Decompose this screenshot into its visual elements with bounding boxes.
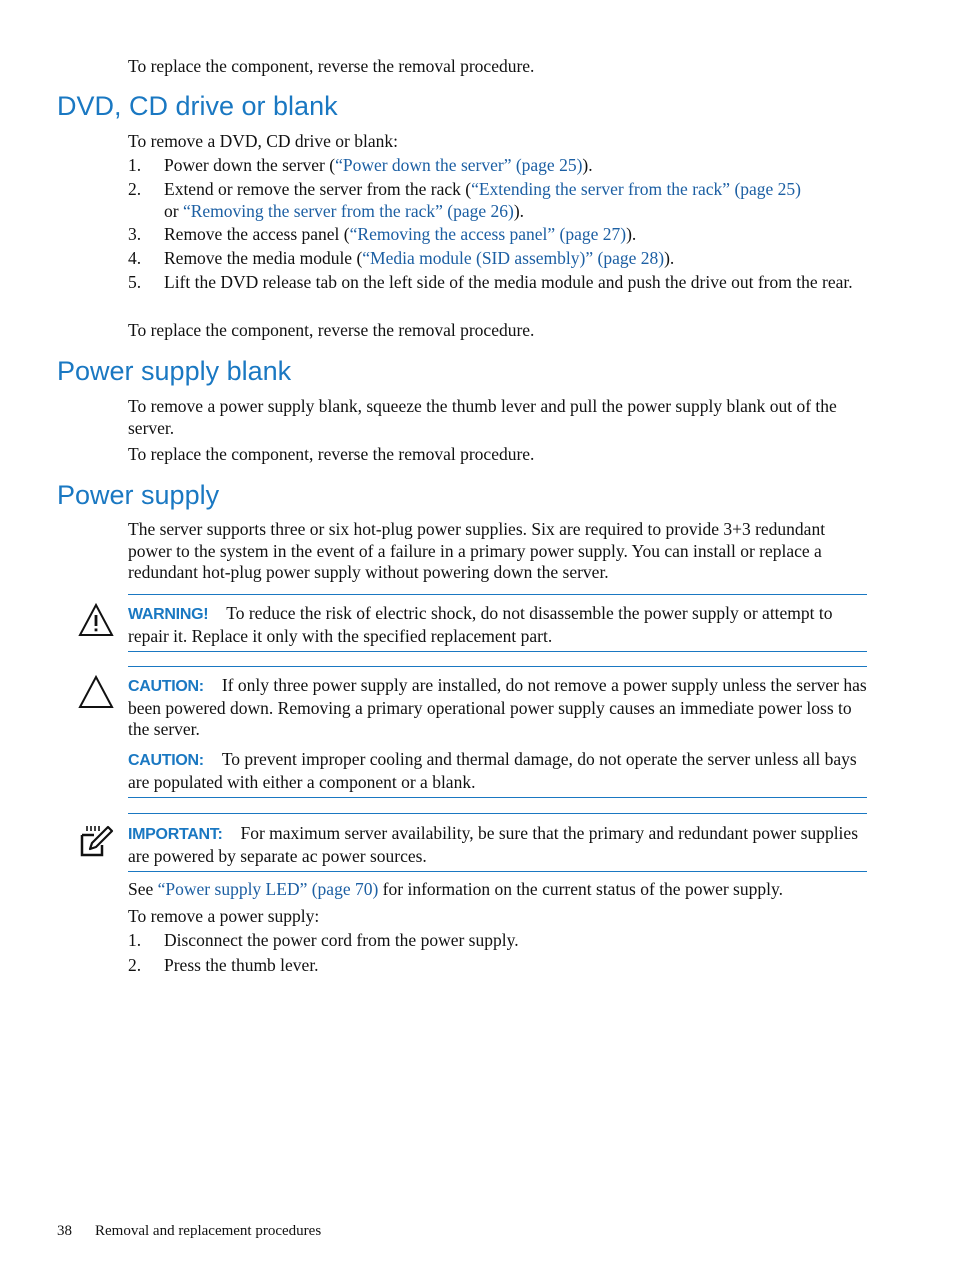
heading-power-supply-blank: Power supply blank (57, 356, 292, 386)
dvd-step-5: Lift the DVD release tab on the left side of the media module and push the drive out from the rear. (164, 272, 853, 292)
step-text: Remove the access panel ( (164, 224, 350, 244)
dvd-replace: To replace the component, reverse the removal procedure. (128, 320, 535, 340)
step-text: ). (664, 248, 675, 268)
link-power-supply-led[interactable]: “Power supply LED” (page 70) (157, 879, 379, 899)
caution-triangle-icon (78, 674, 114, 710)
dvd-step-3 (164, 224, 870, 246)
heading-power-supply: Power supply (57, 480, 220, 510)
step-number: 3. (128, 224, 142, 244)
ps-step-2: Press the thumb lever. (164, 955, 319, 975)
caution-note-1 (128, 675, 870, 741)
step-text: ). (626, 224, 637, 244)
ps-intro: The server supports three or six hot-plug power supplies. Six are required to provide 3+3 redundant power to the system in the event of a failure in a primary power supply. You can install or replace a redundant hot-plug power supply without powering down the server. (128, 519, 826, 582)
link-power-down[interactable]: “Power down the server” (page 25) (335, 155, 583, 175)
step-text: or (164, 200, 183, 221)
step-text: ). (513, 200, 525, 221)
psblank-text: To remove a power supply blank, squeeze the thumb lever and pull the power supply blank out of the server. (128, 396, 837, 438)
important-label: IMPORTANT: (128, 826, 223, 843)
divider (128, 813, 867, 814)
ps-remove-intro: To remove a power supply: (128, 906, 320, 926)
link-access-panel[interactable]: “Removing the access panel” (page 27) (349, 224, 627, 244)
step-text: Extend or remove the server from the rack ( (164, 179, 472, 199)
step-number: 2. (128, 179, 142, 199)
dvd-step-1 (164, 155, 870, 177)
intro-line: To replace the component, reverse the removal procedure. (128, 56, 535, 76)
see-text: for information on the current status of the power supply. (378, 879, 783, 899)
dvd-step-4 (164, 248, 870, 270)
dvd-step-2 (164, 179, 870, 222)
see-line (128, 879, 870, 901)
divider (128, 871, 867, 872)
step-number: 1. (128, 930, 142, 950)
step-number: 2. (128, 955, 142, 975)
link-removing-server[interactable]: “Removing the server from the rack” (page 26) (182, 200, 514, 221)
page-number: 38 (57, 1223, 72, 1239)
warning-label: WARNING! (128, 606, 209, 623)
important-text: For maximum server availability, be sure that the primary and redundant power supplies are powered by separate ac power sources. (128, 823, 859, 866)
link-extending-server[interactable]: “Extending the server from the rack” (page 25) (471, 179, 802, 199)
step-number: 1. (128, 155, 142, 175)
important-pencil-icon (78, 823, 114, 859)
caution-text: If only three power supply are installed, do not remove a power supply unless the server has been powered down. Removing a primary operational power supply causes an immediate power loss to the server. (128, 675, 867, 739)
step-number: 5. (128, 272, 142, 292)
divider (128, 594, 867, 595)
see-text: See (128, 879, 158, 899)
caution-label: CAUTION: (128, 678, 204, 695)
heading-dvd: DVD, CD drive or blank (57, 91, 338, 121)
important-note (128, 823, 870, 867)
warning-triangle-icon (78, 602, 114, 638)
warning-note (128, 603, 870, 647)
caution-label: CAUTION: (128, 752, 204, 769)
warning-text: To reduce the risk of electric shock, do not disassemble the power supply or attempt to repair it. Replace it only with the specified replacement part. (128, 603, 833, 646)
step-text: Remove the media module ( (164, 248, 363, 268)
dvd-intro: To remove a DVD, CD drive or blank: (128, 131, 398, 151)
ps-step-1: Disconnect the power cord from the power supply. (164, 930, 519, 950)
step-text: ). (582, 155, 593, 175)
psblank-replace: To replace the component, reverse the removal procedure. (128, 444, 535, 464)
caution-note-2 (128, 749, 870, 793)
footer-title: Removal and replacement procedures (95, 1223, 322, 1239)
divider (128, 651, 867, 652)
step-number: 4. (128, 248, 142, 268)
divider (128, 666, 867, 667)
divider (128, 797, 867, 798)
caution-text: To prevent improper cooling and thermal damage, do not operate the server unless all bays are populated with either a component or a blank. (128, 749, 857, 792)
step-text: Power down the server ( (164, 155, 336, 175)
link-media-module[interactable]: “Media module (SID assembly)” (page 28) (362, 248, 665, 268)
